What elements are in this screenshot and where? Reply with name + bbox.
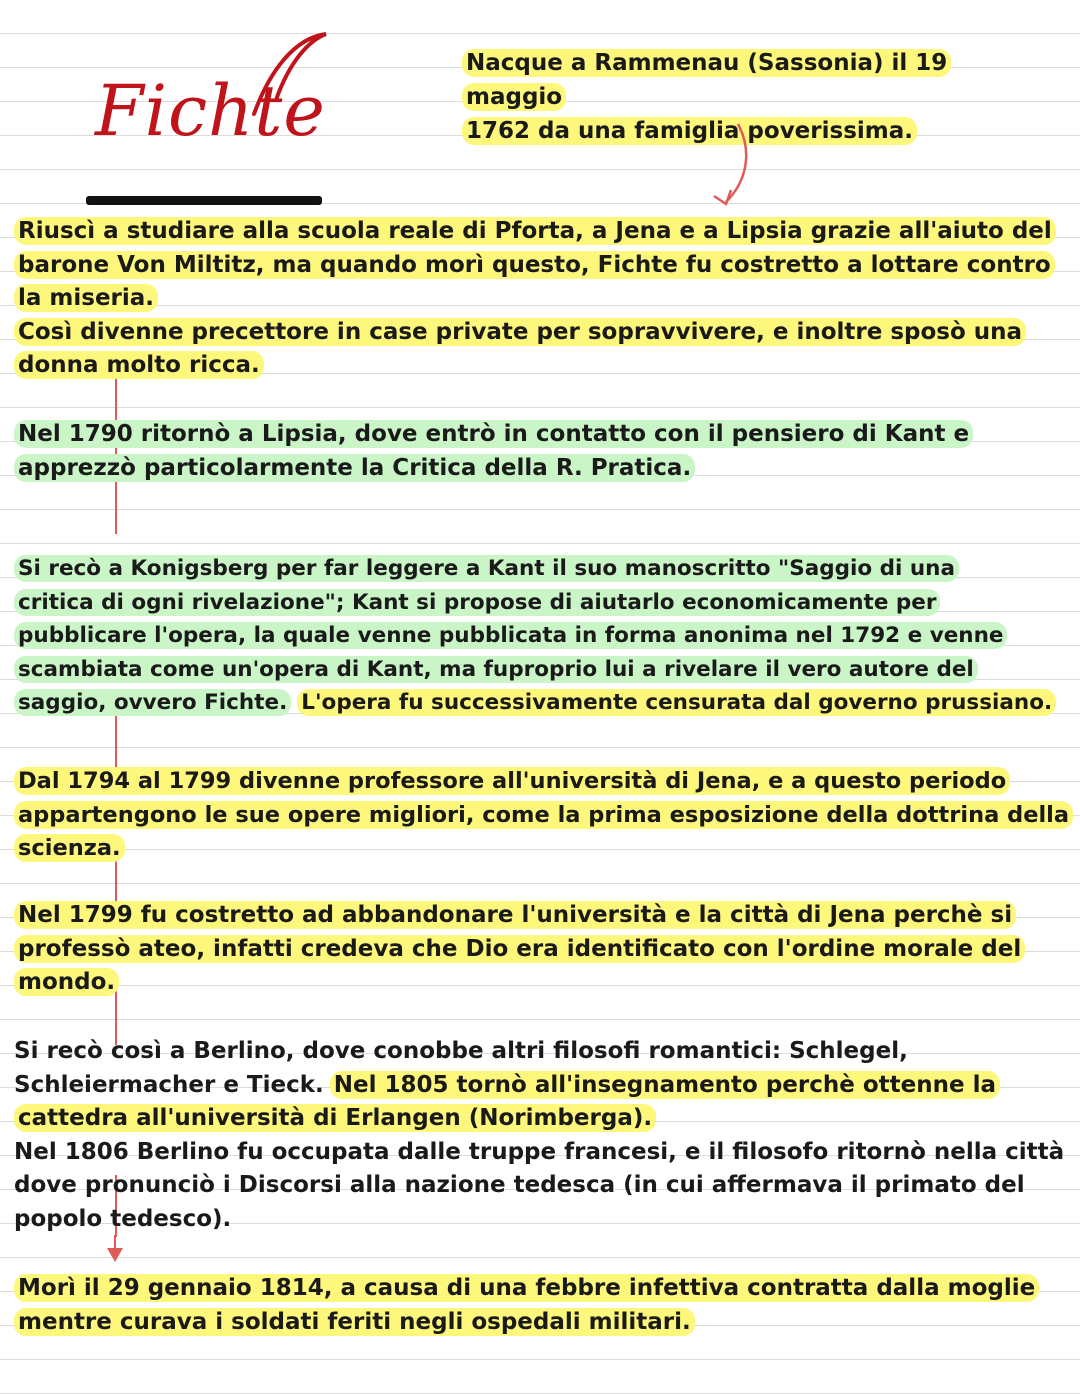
paragraph-education [14, 215, 1074, 383]
text-line: Nel 1799 fu costretto ad abbandonare l'università e la città di Jena perchè si [14, 901, 1016, 929]
text-line: Schleiermacher e Tieck. [14, 1071, 324, 1098]
paragraph-kant-contact [14, 418, 1074, 485]
timeline-line [115, 712, 117, 772]
paragraph-konigsberg [14, 552, 1074, 720]
text-line: Dal 1794 al 1799 divenne professore all'università di Jena, e a questo periodo [14, 767, 1010, 795]
paragraph-jena-professor [14, 765, 1074, 866]
text-line: scienza. [14, 834, 125, 862]
text-line: saggio, ovvero Fichte. [14, 689, 291, 716]
text-line: Morì il 29 gennaio 1814, a causa di una febbre infettiva contratta dalla moglie [14, 1274, 1039, 1302]
text-line: popolo tedesco). [14, 1205, 232, 1232]
text-line: Nel 1805 tornò all'insegnamento perchè ottenne la [330, 1071, 1000, 1099]
text-line: Si recò così a Berlino, dove conobbe altri filosofi romantici: Schlegel, [14, 1038, 908, 1064]
text-line: apprezzò particolarmente la Critica della R. Pratica. [14, 454, 695, 482]
text-line: la miseria. [14, 284, 158, 312]
text-line: mentre curava i soldati feriti negli ospedali militari. [14, 1308, 695, 1336]
text-line: Nel 1790 ritornò a Lipsia, dove entrò in contatto con il pensiero di Kant e [14, 420, 973, 448]
paragraph-berlin [14, 1035, 1074, 1237]
text-line: pubblicare l'opera, la quale venne pubblicata in forma anonima nel 1792 e venne [14, 622, 1007, 649]
paragraph-death [14, 1272, 1074, 1339]
text-line: L'opera fu successivamente censurata dal governo prussiano. [297, 689, 1056, 716]
text-line: dove pronunciò i Discorsi alla nazione tedesca (in cui affermava il primato del [14, 1172, 1025, 1199]
text-line: mondo. [14, 968, 119, 996]
paragraph-atheism [14, 899, 1074, 1000]
text-line: barone Von Miltitz, ma quando morì questo, Fichte fu costretto a lottare contro [14, 251, 1055, 279]
text-line: scambiata come un'opera di Kant, ma fuproprio lui a rivelare il vero autore del [14, 656, 978, 683]
text-line: Nel 1806 Berlino fu occupata dalle truppe francesi, e il filosofo ritornò nella città [14, 1138, 1065, 1165]
intro-line: 1762 da una famiglia poverissima. [462, 117, 917, 145]
text-line: Riuscì a studiare alla scuola reale di Pforta, a Jena e a Lipsia grazie all'aiuto del [14, 217, 1056, 245]
intro-line: Nacque a Rammenau (Sassonia) il 19 maggio [462, 49, 951, 111]
text-line: Così divenne precettore in case private per sopravvivere, e inoltre sposò una [14, 318, 1026, 346]
intro-note [462, 46, 1042, 148]
text-line: appartengono le sue opere migliori, come la prima esposizione della dottrina della [14, 801, 1073, 829]
text-line: donna molto ricca. [14, 351, 264, 379]
title-underline [86, 196, 322, 205]
text-line: critica di ogni rivelazione"; Kant si propose di aiutarlo economicamente per [14, 589, 940, 616]
text-line: cattedra all'università di Erlangen (Norimberga). [14, 1104, 656, 1132]
page-title: Fichte [95, 70, 326, 152]
text-line: Si recò a Konigsberg per far leggere a Kant il suo manoscritto "Saggio di una [14, 555, 959, 582]
text-line: professò ateo, infatti credeva che Dio era identificato con l'ordine morale del [14, 935, 1025, 963]
